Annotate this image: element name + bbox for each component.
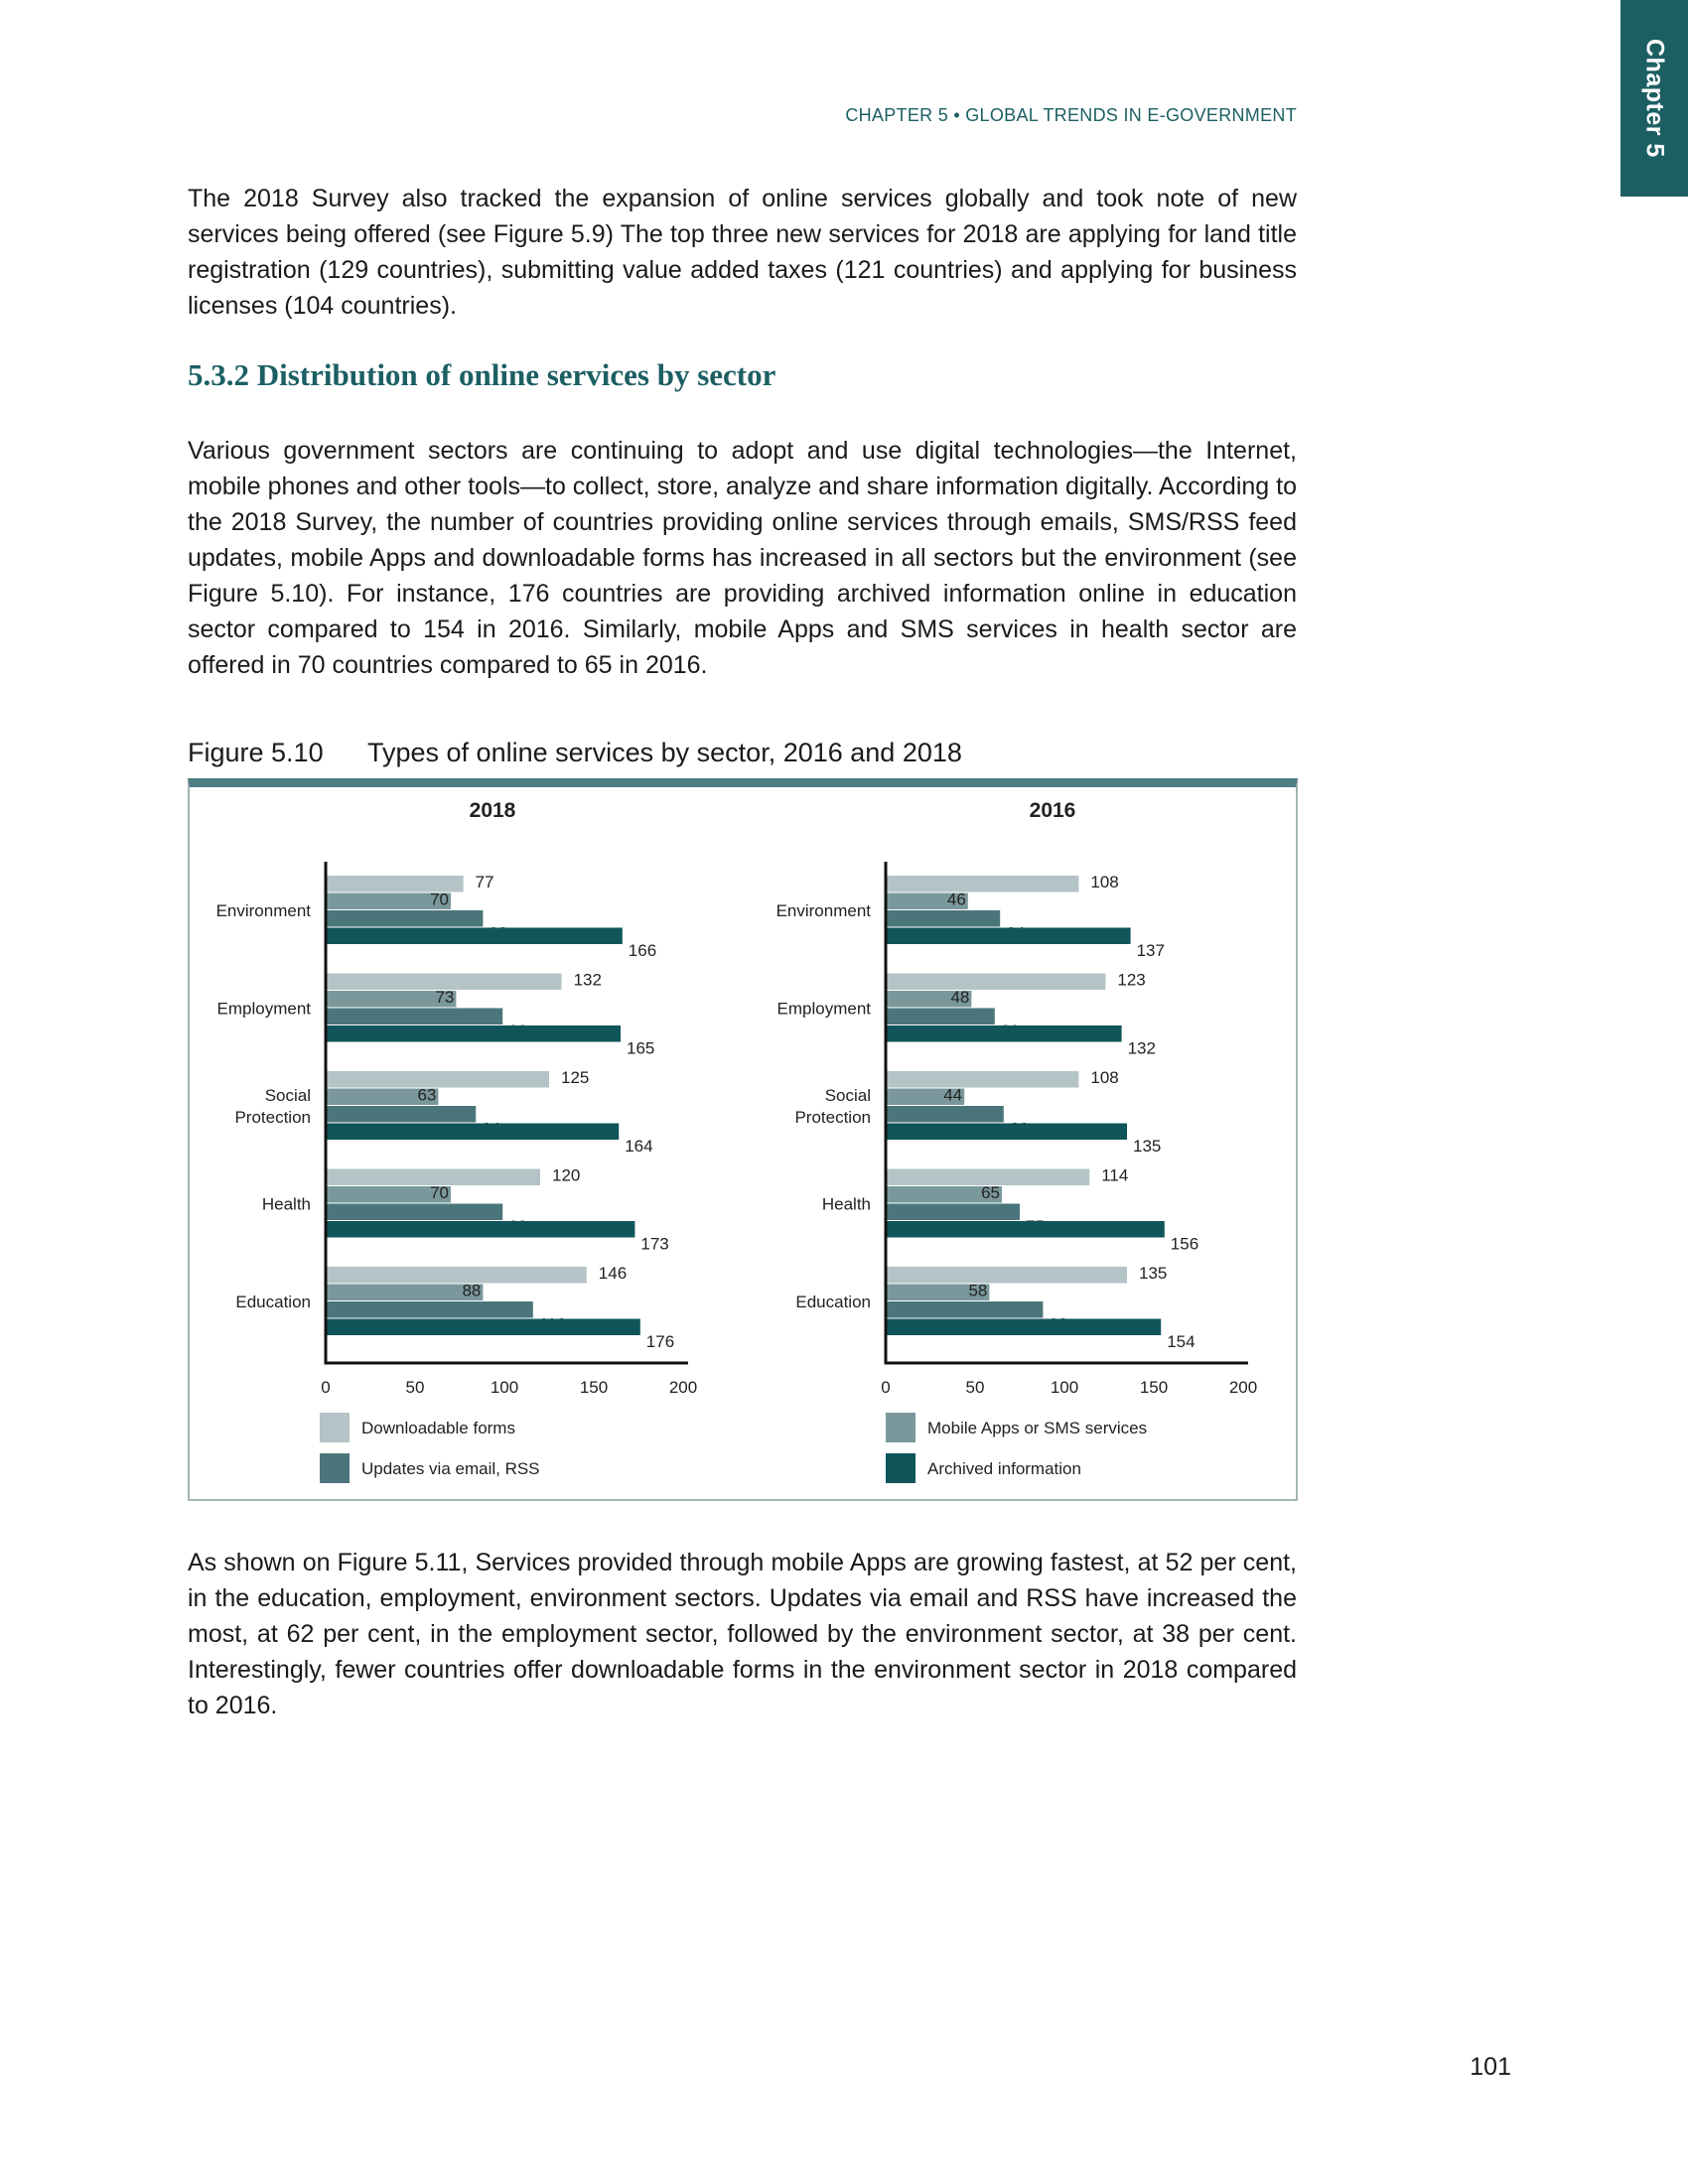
bar xyxy=(886,928,1131,945)
legend-label: Mobile Apps or SMS services xyxy=(927,1419,1148,1437)
section-heading: 5.3.2 Distribution of online services by sector xyxy=(188,357,776,392)
x-tick-label: 150 xyxy=(579,1378,609,1397)
data-label: 65 xyxy=(981,1183,1000,1202)
bar xyxy=(326,1009,502,1025)
category-label: Protection xyxy=(234,1108,311,1127)
data-label: 132 xyxy=(573,970,602,990)
data-label: 164 xyxy=(625,1137,653,1156)
category-label: Health xyxy=(261,1194,311,1214)
data-label: 120 xyxy=(552,1165,581,1185)
bar xyxy=(886,1319,1161,1336)
category-label: Health xyxy=(821,1194,871,1214)
bar xyxy=(326,910,483,927)
chapter-tab-label: Chapter 5 xyxy=(1640,39,1669,158)
data-label: 48 xyxy=(950,988,970,1007)
bar xyxy=(886,1106,1004,1123)
bar xyxy=(326,1221,634,1238)
bar xyxy=(326,1071,549,1088)
data-label: 44 xyxy=(943,1085,963,1105)
legend-swatch xyxy=(886,1413,915,1442)
bar xyxy=(886,1267,1127,1284)
data-label: 70 xyxy=(430,1183,449,1202)
intro-paragraph: The 2018 Survey also tracked the expansion of online services globally and took note of new services being offered (see Figure 5.9) The top three new services for 2018 are applying for land title registration (129 countries), submitting value added taxes (121 countries) and applying for business licenses (104 countries). xyxy=(188,185,1297,320)
data-label: 156 xyxy=(1170,1234,1199,1254)
bar xyxy=(886,1124,1127,1141)
data-label: 88 xyxy=(462,1281,482,1300)
category-label: Social xyxy=(824,1086,871,1105)
data-label: 173 xyxy=(640,1234,669,1254)
data-label: 135 xyxy=(1133,1137,1162,1156)
bar xyxy=(326,1106,476,1123)
running-head: CHAPTER 5 • GLOBAL TRENDS IN E-GOVERNMENT xyxy=(845,105,1297,125)
panel-title-2016: 2016 xyxy=(1029,799,1076,822)
legend-label: Downloadable forms xyxy=(361,1419,515,1437)
legend-swatch xyxy=(320,1413,350,1442)
bar xyxy=(886,974,1105,991)
data-label: 108 xyxy=(1090,873,1119,891)
legend-swatch xyxy=(886,1453,915,1483)
category-label: Social xyxy=(264,1086,311,1105)
category-label: Employment xyxy=(216,999,311,1019)
figure-number: Figure 5.10 xyxy=(188,738,324,767)
bar xyxy=(886,1009,995,1025)
data-label: 46 xyxy=(946,889,966,909)
bar xyxy=(886,876,1078,892)
data-label: 137 xyxy=(1136,941,1165,960)
bar xyxy=(326,1301,533,1318)
data-label: 77 xyxy=(475,873,494,891)
category-label: Environment xyxy=(775,901,871,920)
data-label: 63 xyxy=(417,1085,437,1105)
growth-paragraph: As shown on Figure 5.11, Services provided through mobile Apps are growing fastest, at 52 per cent, in the education, employment, environment sectors. Updates via email and RSS have increased the most, at 62 per cent, in the employment sector, followed by the environment sector, at 38 per cent. Interestingly, fewer countries offer downloadable forms in the environment sector in 2018 compared to 2016. xyxy=(188,1549,1297,1719)
data-label: 70 xyxy=(430,889,449,909)
legend-swatch xyxy=(320,1453,350,1483)
sector-paragraph: Various government sectors are continuing to adopt and use digital technologies—the Internet, mobile phones and other tools—to collect, store, analyze and share information digitally. According to the 2018 Survey, the number of countries providing online services through emails, SMS/RSS feed updates, mobile Apps and downloadable forms has increased in all sectors but the environment (see Figure 5.10). For instance, 176 countries are providing archived information online in education sector compared to 154 in 2016. Similarly, mobile Apps and SMS services in health sector are offered in 70 countries compared to 65 in 2016. xyxy=(188,437,1297,679)
bar xyxy=(886,1071,1078,1088)
data-label: 176 xyxy=(645,1332,675,1351)
category-label: Environment xyxy=(215,901,311,920)
category-label: Employment xyxy=(776,999,871,1019)
bar xyxy=(326,1319,640,1336)
x-tick-label: 50 xyxy=(405,1378,425,1397)
data-label: 154 xyxy=(1167,1332,1196,1351)
bar xyxy=(886,910,1000,927)
bar xyxy=(886,1204,1020,1221)
x-tick-label: 200 xyxy=(668,1378,698,1397)
figure-title: Types of online services by sector, 2016 and 2018 xyxy=(367,738,962,767)
data-label: 73 xyxy=(435,988,455,1007)
bar xyxy=(326,928,623,945)
category-label: Protection xyxy=(794,1108,871,1127)
x-tick-label: 150 xyxy=(1139,1378,1169,1397)
bar xyxy=(326,1285,483,1301)
panel-title-2018: 2018 xyxy=(469,799,516,822)
data-label: 114 xyxy=(1101,1165,1129,1185)
category-label: Education xyxy=(795,1293,871,1311)
bar xyxy=(886,1221,1165,1238)
x-tick-label: 100 xyxy=(490,1378,519,1397)
legend-label: Archived information xyxy=(927,1459,1081,1478)
data-label: 132 xyxy=(1127,1038,1156,1058)
data-label: 125 xyxy=(561,1068,590,1087)
bar xyxy=(886,1025,1122,1042)
bar xyxy=(326,1124,619,1141)
data-label: 135 xyxy=(1139,1264,1168,1283)
data-label: 108 xyxy=(1090,1068,1119,1087)
bar xyxy=(886,1301,1043,1318)
data-label: 123 xyxy=(1117,970,1146,990)
data-label: 58 xyxy=(968,1281,988,1300)
legend-label: Updates via email, RSS xyxy=(361,1459,540,1478)
figure-box xyxy=(188,778,1298,1501)
data-label: 146 xyxy=(598,1264,628,1283)
chart xyxy=(190,787,1296,1499)
x-tick-label: 50 xyxy=(965,1378,985,1397)
data-label: 165 xyxy=(627,1038,655,1058)
data-label: 166 xyxy=(628,941,657,960)
category-label: Education xyxy=(235,1293,311,1311)
bar xyxy=(326,1267,587,1284)
x-tick-label: 200 xyxy=(1228,1378,1258,1397)
x-tick-label: 100 xyxy=(1050,1378,1079,1397)
bar xyxy=(326,1204,502,1221)
figure-caption xyxy=(188,738,962,768)
page-number: 101 xyxy=(1470,2053,1511,2081)
x-tick-label: 0 xyxy=(321,1378,331,1397)
bar xyxy=(326,1025,621,1042)
x-tick-label: 0 xyxy=(881,1378,891,1397)
chapter-tab xyxy=(1620,0,1688,197)
